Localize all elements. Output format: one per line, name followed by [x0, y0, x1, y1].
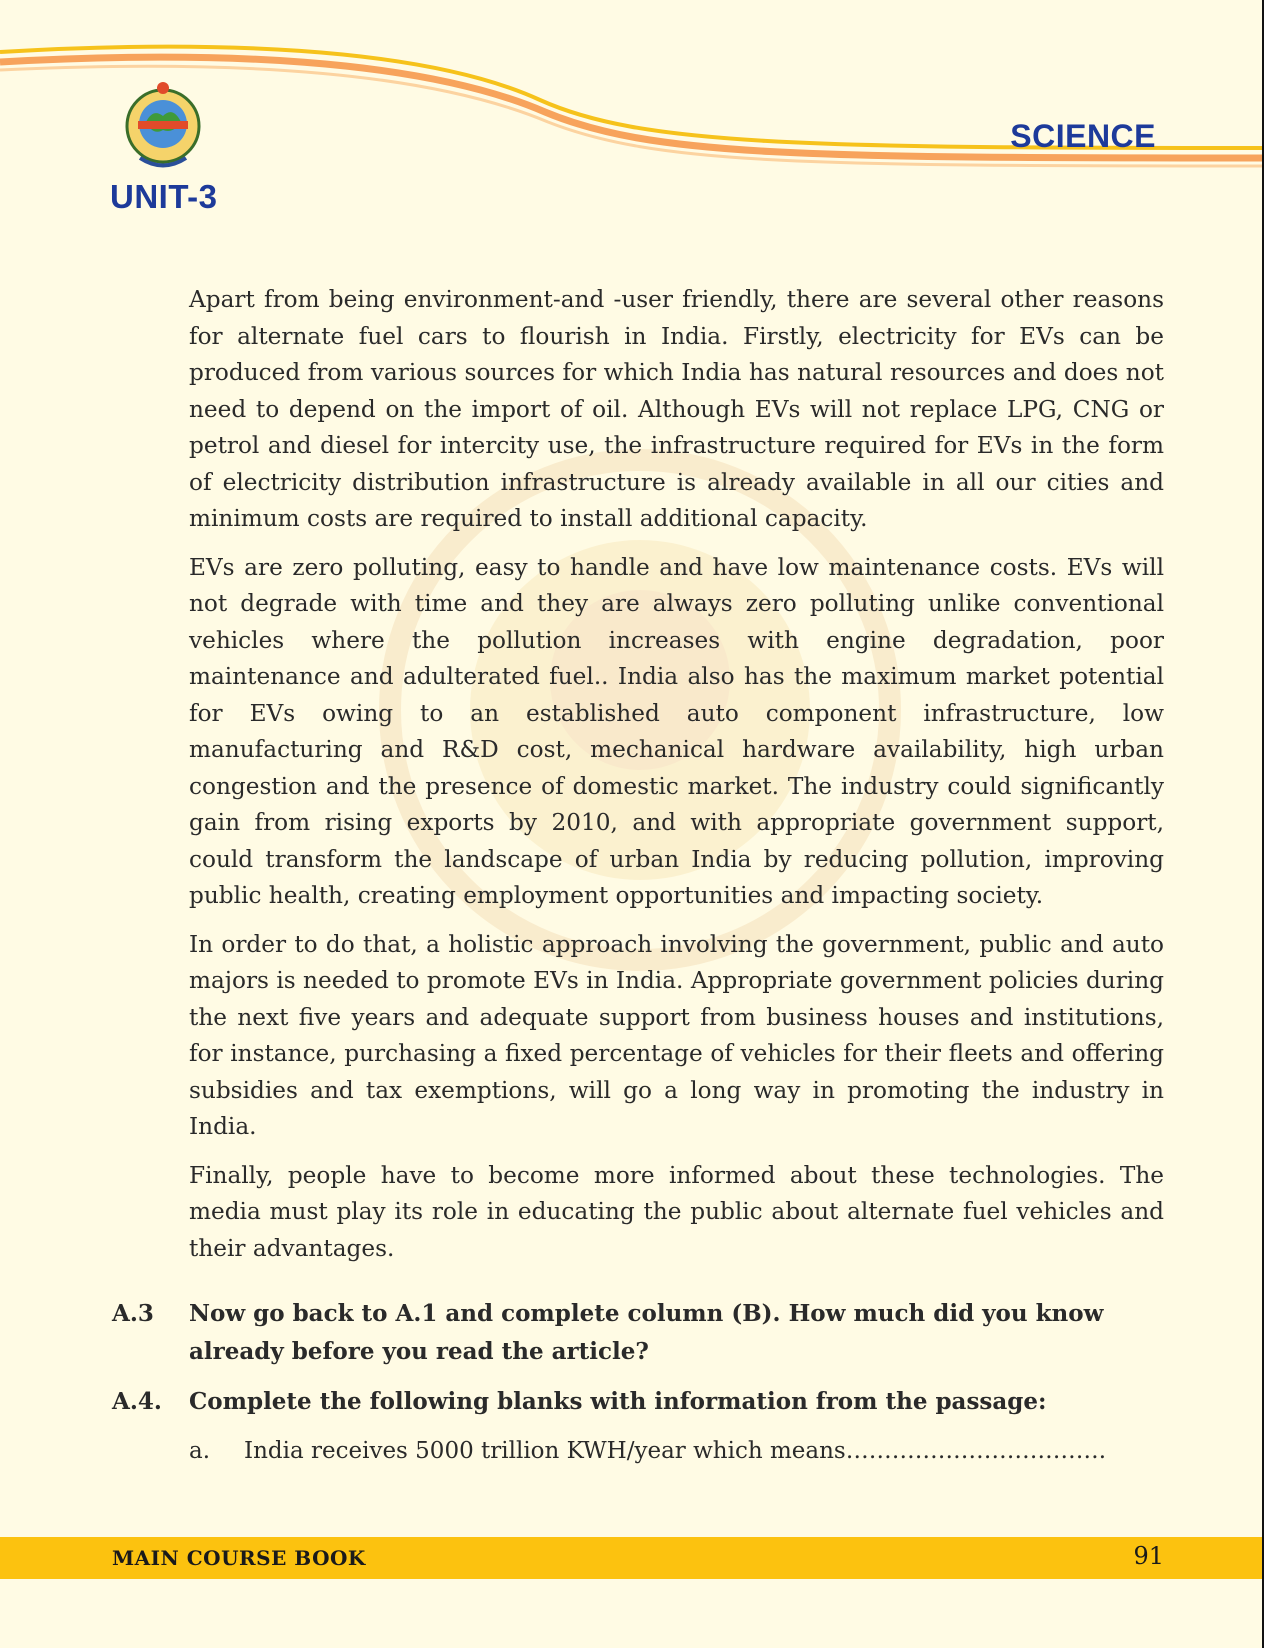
passage-paragraph: Apart from being environment-and -user friendly, there are several other reasons for alternate fuel cars to flourish in India. Firstly, electricity for EVs can be produced from various sources for which India has natural resources and does not need to depend on the import of oil. Although EVs will not replace LPG, CNG or petrol and diesel for intercity use, the infrastructure required for EVs in the form of electricity distribution infrastructure is already available in all our cities and minimum costs are required to install additional capacity.: [189, 286, 1164, 532]
passage-paragraph: EVs are zero polluting, easy to handle and have low maintenance costs. EVs will not degrade with time and they are always zero polluting unlike conventional vehicles where the pollution increases with engine degradation, poor maintenance and adulterated fuel.. India also has the maximum market potential for EVs owing to an established auto component infrastructure, low manufacturing and R&D cost, mechanical hardware availability, high urban congestion and the presence of domestic market. The industry could significantly gain from rising exports by 2010, and with appropriate government support, could transform the landscape of urban India by reducing pollution, improving public health, creating employment opportunities and impacting society.: [189, 553, 1164, 909]
passage-paragraph: Finally, people have to become more informed about these technologies. The media must play its role in educating the public about alternate fuel vehicles and their advantages.: [189, 1161, 1164, 1262]
question-text: Complete the following blanks with information from the passage:: [189, 1388, 1047, 1415]
passage: [189, 282, 1164, 1279]
page-number: 91: [1133, 1542, 1164, 1570]
unit-title: UNIT-3: [110, 178, 218, 215]
question-number: A.4.: [112, 1388, 162, 1415]
footer-bar: [0, 1537, 1262, 1579]
passage-paragraph: In order to do that, a holistic approach involving the government, public and auto majors is needed to promote EVs in India. Appropriate government policies during the next five years and adequate support from business houses and institutions, for instance, purchasing a fixed percentage of vehicles for their fleets and offering subsidies and tax exemptions, will go a long way in promoting the industry in India.: [189, 930, 1164, 1140]
question-text: Now go back to A.1 and complete column (B). How much did you know already before you read the article?: [189, 1300, 1104, 1365]
item-text: India receives 5000 trillion KWH/year which means…………………………….: [244, 1438, 1107, 1464]
question-number: A.3: [112, 1300, 154, 1327]
subject-title: SCIENCE: [1010, 118, 1156, 154]
footer-book-title: MAIN COURSE BOOK: [112, 1546, 366, 1570]
item-letter: a.: [189, 1438, 211, 1464]
school-emblem-logo: [118, 78, 208, 178]
